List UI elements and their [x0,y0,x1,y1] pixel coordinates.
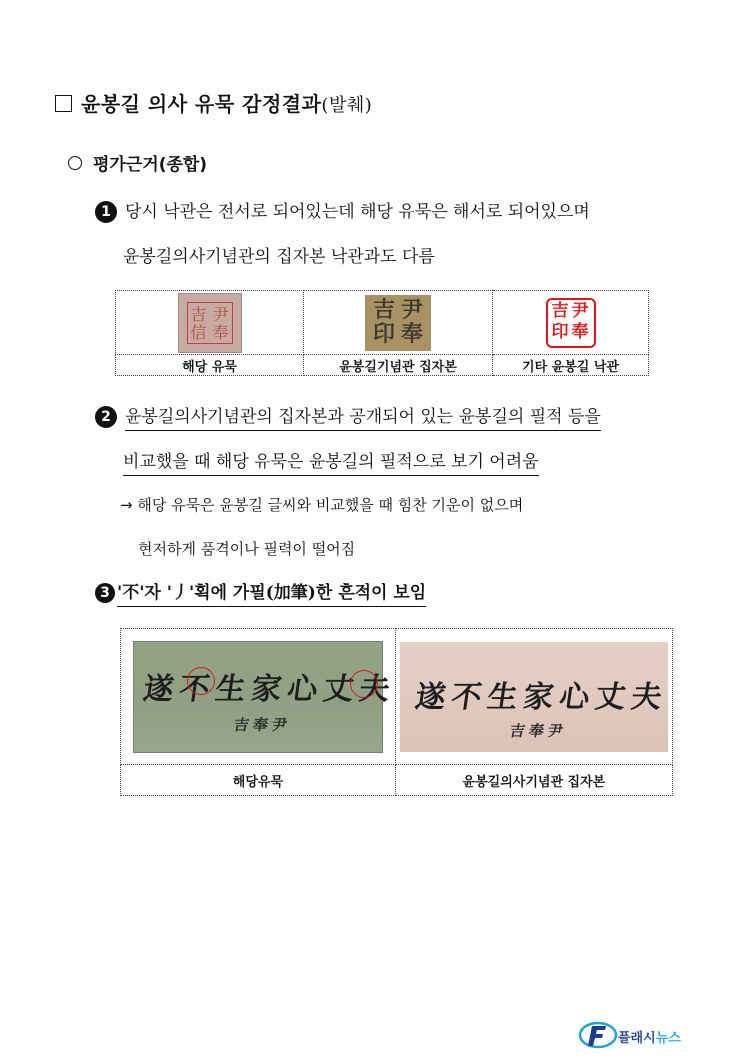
calligraphy-caption-2: 윤봉길의사기념관 집자본 [395,765,672,796]
point-1-line-1 [95,197,590,223]
calligraphy-image-2 [400,642,668,752]
calligraphy-signature: 吉奉尹 [508,721,569,740]
number-1-bullet-icon: 1 [95,201,117,223]
section-label: 평가근거(종합) [93,155,208,175]
arrow-icon: → [120,496,133,514]
calligraphy-cell-1 [121,629,396,765]
seal1-glyph: 吉 [190,304,207,324]
seal-caption-1: 해당 유묵 [116,355,304,376]
title-main: 윤봉길 의사 유묵 감정결과 [81,92,322,116]
seal-cell-1 [116,291,304,355]
seal2-glyph: 印 [373,320,396,347]
logo-text: 플래시뉴스 [618,1031,681,1046]
seal1-glyph: 尹 [212,304,229,324]
seal1-glyph: 信 [190,322,207,342]
checkbox-square-icon [55,95,72,112]
calligraphy-comparison-table [120,628,673,796]
calligraphy-text: 遂不生家心丈夫 [412,679,670,715]
seal3-glyph: 奉 [571,321,589,342]
seal3-glyph: 印 [551,321,569,342]
seal-cell-2 [304,291,493,355]
point-2-sub-line-2: 현저하게 품격이나 필력이 떨어짐 [138,540,356,558]
point-3-text-1: '不'자 '丿'획에 가필(加筆)한 흔적이 보임 [117,583,426,607]
title-paren: (발췌) [321,95,373,116]
number-2-bullet-icon: 2 [95,406,117,428]
point-1-line-2: 윤봉길의사기념관의 집자본 낙관과도 다름 [123,247,435,267]
point-2-text-2: 비교했을 때 해당 유묵은 윤봉길의 필적으로 보기 어려움 [123,452,539,476]
seal1-glyph: 奉 [212,322,229,342]
flashnews-logo [578,1018,708,1052]
page-title [55,88,372,117]
calligraphy-text: 遂不生家心丈夫 [140,671,398,707]
seal2-glyph: 奉 [401,320,424,347]
seal2-glyph: 吉 [373,296,396,323]
seal-comparison-table [115,290,649,376]
point-1-text-1: 당시 낙관은 전서로 되어있는데 해당 유묵은 해서로 되어있으며 [125,202,590,222]
seal-caption-3: 기타 윤봉길 낙관 [493,355,649,376]
point-2-text-1: 윤봉길의사기념관의 집자본과 공개되어 있는 윤봉길의 필적 등을 [125,407,601,431]
seal-image-3 [546,298,596,348]
red-circle-marker [350,670,378,698]
seal3-glyph: 尹 [571,300,589,321]
seal-image-2 [365,295,431,351]
point-2-line-1 [95,402,601,428]
seal-caption-2: 윤봉길기념관 집자본 [304,355,493,376]
logo-swoosh-icon [578,1018,622,1052]
seal3-glyph: 吉 [551,300,569,321]
calligraphy-cell-2 [395,629,672,765]
point-2-line-2 [123,447,539,472]
calligraphy-caption-1: 해당유묵 [121,765,396,796]
hollow-circle-icon [68,156,82,170]
number-3-bullet-icon: 3 [95,583,115,603]
seal2-glyph: 尹 [401,296,424,323]
seal-image-1 [178,293,242,353]
calligraphy-image-1 [133,641,398,753]
section-heading [68,150,207,175]
red-circle-marker [187,667,215,695]
calligraphy-signature: 吉奉尹 [232,715,293,734]
point-3-line-1 [95,578,426,603]
seal-cell-3 [493,291,649,355]
point-2-sub-text-1: 해당 유묵은 윤봉길 글씨와 비교했을 때 힘찬 기운이 없으며 [137,496,524,514]
point-2-sub-line-1 [120,494,523,515]
